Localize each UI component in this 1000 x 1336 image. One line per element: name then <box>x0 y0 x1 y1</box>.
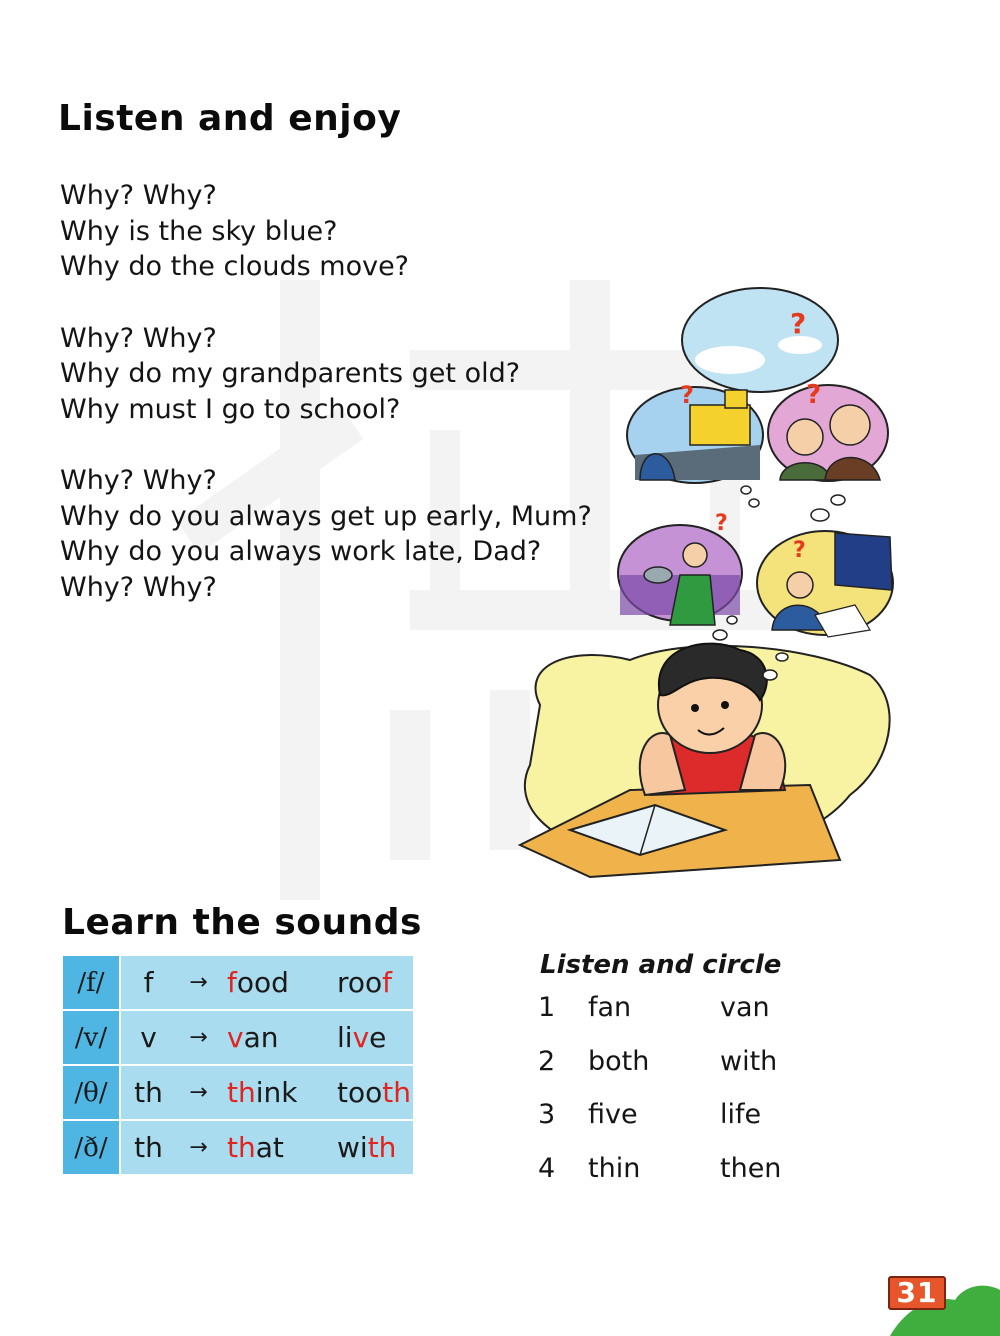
word-option[interactable]: then <box>720 1152 782 1184</box>
arrow-icon: → <box>176 1010 221 1065</box>
arrow-icon: → <box>176 956 221 1010</box>
word-rest: ood <box>236 966 289 999</box>
word-highlight: f <box>227 966 237 999</box>
poem-line: Why do you always work late, Dad? <box>60 536 542 567</box>
word-pre: li <box>337 1021 353 1054</box>
word-option[interactable]: five <box>588 1099 638 1130</box>
poem-line: Why? Why? <box>60 322 217 354</box>
word-option[interactable]: both <box>588 1045 650 1077</box>
question-mark: ? <box>790 307 807 340</box>
word-option[interactable]: van <box>720 992 770 1023</box>
word-pre: too <box>337 1076 383 1109</box>
arrow-icon: → <box>176 1065 221 1120</box>
word-pre: roo <box>337 966 383 999</box>
word-highlight: th <box>227 1076 256 1109</box>
letter: th <box>120 1120 176 1174</box>
word-option[interactable]: with <box>720 1045 778 1077</box>
question-mark: ? <box>715 511 728 536</box>
word-rest: at <box>255 1131 284 1164</box>
poem-line: Why? Why? <box>60 571 217 603</box>
question-mark: ? <box>793 538 806 563</box>
sounds-row <box>63 1120 413 1174</box>
word-rest: an <box>243 1021 279 1054</box>
letter: th <box>120 1065 176 1120</box>
word-highlight: v <box>352 1021 370 1054</box>
section-title-listen-and-enjoy: Listen and enjoy <box>58 98 402 139</box>
word-option[interactable]: fan <box>588 992 632 1023</box>
poem-line: Why? Why? <box>60 465 217 496</box>
example-word <box>221 1010 331 1065</box>
question-mark: ? <box>680 381 694 409</box>
example-word <box>221 1120 331 1174</box>
poem-line: Why must I go to school? <box>60 393 401 425</box>
letter: v <box>120 1010 176 1065</box>
ipa-symbol: /ð/ <box>63 1120 120 1174</box>
page-number: 31 <box>888 1276 946 1310</box>
poem-line: Why? Why? <box>60 180 217 211</box>
item-number: 1 <box>538 992 556 1023</box>
poem-line: Why is the sky blue? <box>60 215 338 247</box>
word-pre: wi <box>337 1131 368 1164</box>
letter: f <box>120 956 176 1010</box>
item-number: 4 <box>538 1152 556 1184</box>
question-mark: ? <box>806 380 822 410</box>
ipa-symbol: /v/ <box>63 1010 120 1065</box>
example-word <box>221 956 331 1010</box>
word-option[interactable]: thin <box>588 1152 641 1184</box>
word-highlight: th <box>227 1131 256 1164</box>
arrow-icon: → <box>176 1120 221 1174</box>
poem-stanza <box>60 178 592 285</box>
item-number: 3 <box>538 1099 556 1130</box>
poem-line: Why do my grandparents get old? <box>60 358 521 389</box>
word-rest: ink <box>255 1076 298 1109</box>
section-title-learn-the-sounds: Learn the sounds <box>62 902 422 943</box>
word-post: e <box>369 1021 387 1054</box>
sounds-row <box>63 956 413 1010</box>
sounds-row <box>63 1065 413 1120</box>
poem-line: Why do you always get up early, Mum? <box>60 500 592 532</box>
example-word <box>221 1065 331 1120</box>
word-highlight: f <box>382 966 393 999</box>
thinking-boy-illustration <box>510 285 910 885</box>
ipa-symbol: /θ/ <box>63 1065 120 1120</box>
section-title-listen-and-circle: Listen and circle <box>540 950 782 980</box>
example-word <box>331 1120 413 1174</box>
sounds-row <box>63 1010 413 1065</box>
word-option[interactable]: life <box>720 1099 762 1130</box>
poem-line: Why do the clouds move? <box>60 251 410 282</box>
example-word <box>331 956 413 1010</box>
word-highlight: v <box>227 1021 244 1054</box>
word-highlight: th <box>367 1131 397 1164</box>
word-highlight: th <box>382 1076 411 1109</box>
ipa-symbol: /f/ <box>63 956 120 1010</box>
example-word <box>331 1010 413 1065</box>
sounds-table <box>63 956 413 1174</box>
example-word <box>331 1065 413 1120</box>
item-number: 2 <box>538 1045 556 1077</box>
